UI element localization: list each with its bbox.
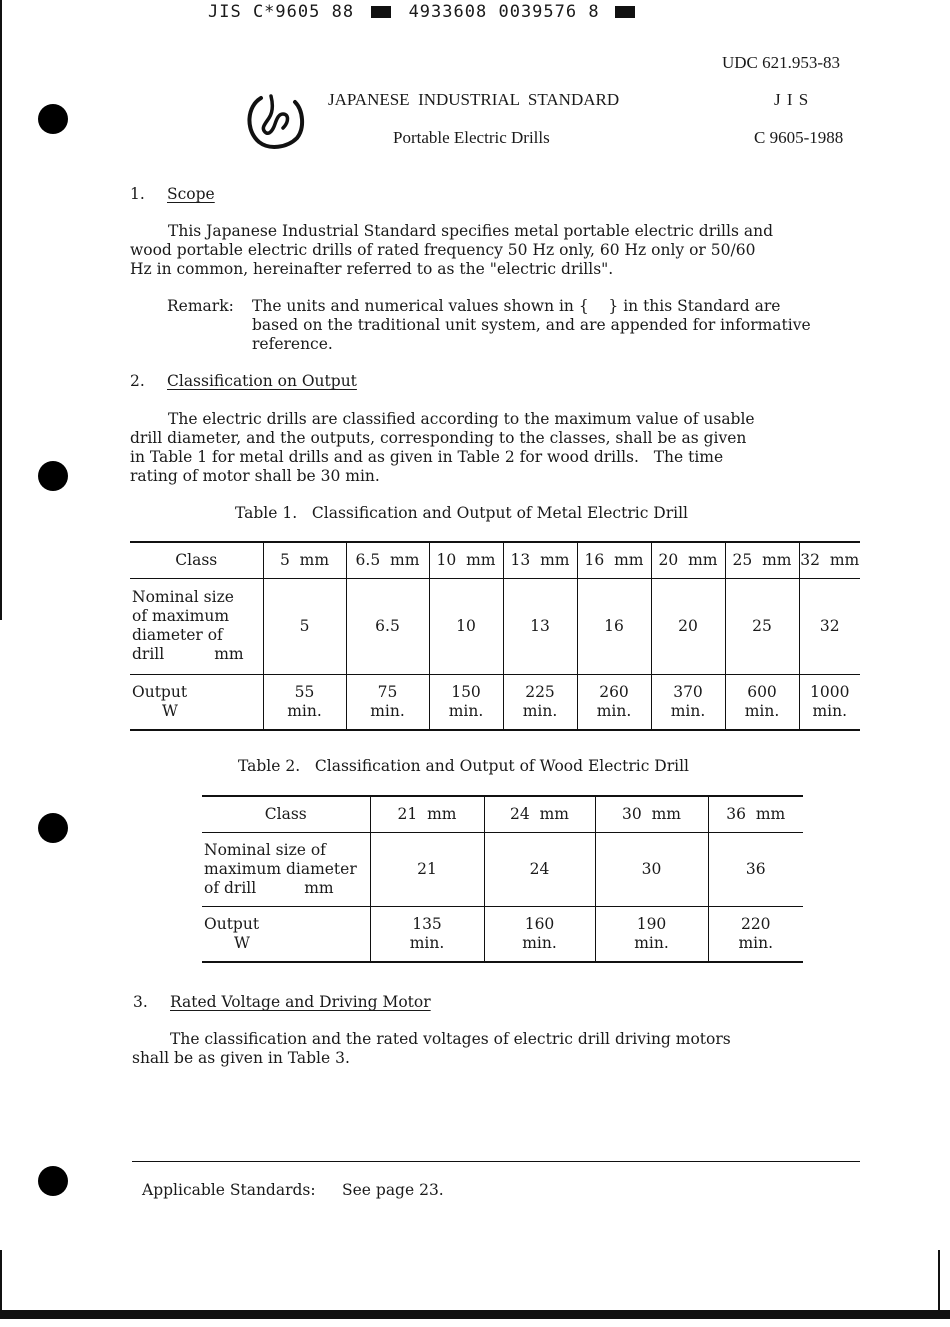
jis-logo-icon [243,90,307,152]
min-label: min. [670,701,706,720]
section-3-heading: Rated Voltage and Driving Motor [170,993,431,1011]
table-1 [130,541,860,731]
row-label [130,578,263,674]
table-header-cell: 10 mm [429,542,503,578]
output-value: 220 [740,914,771,933]
table-cell [503,674,577,730]
row-label-line: Nominal size [132,588,234,606]
remark-label: Remark: [167,297,234,315]
text-line: Hz in common, hereinafter referred to as the "electric drills". [130,260,614,278]
row-label-line: drill [132,645,165,663]
standard-title: Portable Electric Drills [393,128,550,147]
table-cell [484,906,595,962]
text-line: in Table 1 for metal drills and as given in Table 2 for wood drills. The time [130,448,724,466]
table-cell [708,906,803,962]
output-value: 150 [451,682,481,701]
text-line: rating of motor shall be 30 min. [130,467,380,485]
scan-edge-right [938,1250,940,1312]
table-row [202,796,803,832]
output-value: 1000 [810,682,850,701]
output-value: 160 [524,914,555,933]
text-line: based on the traditional unit system, and are appended for informative [252,316,811,334]
row-label-line: Output [204,914,260,933]
unit-label: W [162,701,178,720]
table-cell: 16 [577,578,651,674]
table-2-caption: Table 2. Classification and Output of Wood Electric Drill [238,757,690,775]
min-label: min. [596,701,632,720]
table-1-caption: Table 1. Classification and Output of Metal Electric Drill [235,504,689,522]
min-label: min. [287,701,322,720]
row-label-line: of maximum [132,607,230,625]
text-line: reference. [252,335,333,353]
min-label: min. [738,933,774,952]
unit-label: W [234,933,250,952]
footer-rule [132,1161,860,1162]
table-row [130,542,860,578]
table-header-cell: 6.5 mm [346,542,429,578]
section-1-heading: Scope [167,185,215,203]
table-cell [263,674,346,730]
row-label [202,832,370,906]
table-cell: 13 [503,578,577,674]
table-header-cell: 32 mm [799,542,860,578]
scan-edge-left-lower [0,1250,2,1310]
table-cell [577,674,651,730]
table-cell [346,674,429,730]
table-row [202,832,803,906]
stamp-line [208,2,635,22]
min-label: min. [522,701,558,720]
min-label: min. [634,933,669,952]
org-name: JAPANESE INDUSTRIAL STANDARD [328,90,620,109]
output-value: 370 [673,682,703,701]
table-header-cell: 13 mm [503,542,577,578]
section-1-paragraph [130,222,773,279]
table-cell [370,906,484,962]
section-3-paragraph [132,1030,731,1068]
table-cell: 24 [484,832,595,906]
min-label: min. [448,701,484,720]
row-label-line: of drill [204,878,257,897]
punch-hole [38,1166,68,1196]
table-header-cell: 36 mm [708,796,803,832]
output-value: 260 [599,682,629,701]
text-line: This Japanese Industrial Standard specifies metal portable electric drills and [168,222,773,240]
section-1-number: 1. [130,185,145,203]
row-label [202,906,370,962]
standard-number: C 9605-1988 [754,128,844,147]
table-row [202,906,803,962]
jis-label: J I S [774,90,810,109]
table-header-cell: Class [202,796,370,832]
table-header-cell: 30 mm [595,796,708,832]
applicable-standards-label: Applicable Standards: [142,1181,316,1199]
output-value: 75 [377,682,398,701]
text-line: The units and numerical values shown in { } in this Standard are [252,297,781,315]
stamp-block [371,6,391,18]
output-value: 55 [294,682,315,701]
stamp-number-3: 8 [588,2,600,22]
scan-edge-bottom [0,1310,950,1319]
section-2-heading: Classification on Output [167,372,357,390]
scan-edge-left [0,0,2,620]
table-cell: 32 [799,578,860,674]
table-header-cell: 24 mm [484,796,595,832]
output-value: 225 [525,682,555,701]
min-label: min. [522,933,557,952]
output-value: 600 [747,682,777,701]
table-cell: 10 [429,578,503,674]
row-label-line: Nominal size of [204,840,326,859]
row-label-line: diameter of [132,626,223,644]
table-header-cell: 20 mm [651,542,725,578]
unit-label: mm [304,878,334,897]
table-header-cell: 5 mm [263,542,346,578]
min-label: min. [812,701,848,720]
text-line: wood portable electric drills of rated frequency 50 Hz only, 60 Hz only or 50/60 [130,241,756,259]
stamp-code: JIS C*9605 88 [208,2,355,22]
table-cell [595,906,708,962]
table-row [130,674,860,730]
table-header-cell: Class [130,542,263,578]
table-header-cell: 21 mm [370,796,484,832]
table-2 [202,795,803,963]
table-cell: 25 [725,578,799,674]
unit-label: mm [214,645,244,663]
text-line: drill diameter, and the outputs, corresponding to the classes, shall be as given [130,429,747,447]
stamp-number-1: 4933608 [408,2,488,22]
table-cell [429,674,503,730]
table-cell: 30 [595,832,708,906]
table-header-cell: 16 mm [577,542,651,578]
udc-number: UDC 621.953-83 [722,53,841,72]
row-label-line: Output [132,682,188,701]
output-value: 190 [636,914,667,933]
table-cell: 21 [370,832,484,906]
table-cell: 36 [708,832,803,906]
table-cell: 6.5 [346,578,429,674]
punch-hole [38,461,68,491]
table-cell [725,674,799,730]
stamp-block [615,6,635,18]
stamp-number-2: 0039576 [498,2,578,22]
section-2-paragraph [130,410,755,486]
table-cell [651,674,725,730]
punch-hole [38,813,68,843]
section-3-number: 3. [133,993,148,1011]
min-label: min. [370,701,405,720]
text-line: The electric drills are classified according to the maximum value of usable [168,410,755,428]
table-cell: 5 [263,578,346,674]
applicable-standards-value: See page 23. [342,1181,444,1199]
min-label: min. [409,933,445,952]
min-label: min. [744,701,780,720]
section-2-number: 2. [130,372,145,390]
row-label-line: maximum diameter [204,859,357,878]
table-header-cell: 25 mm [725,542,799,578]
text-line: shall be as given in Table 3. [132,1049,350,1067]
table-cell: 20 [651,578,725,674]
text-line: The classification and the rated voltages of electric drill driving motors [170,1030,731,1048]
punch-hole [38,104,68,134]
row-label [130,674,263,730]
table-row [130,578,860,674]
remark-text [252,297,811,354]
table-cell [799,674,860,730]
output-value: 135 [412,914,442,933]
